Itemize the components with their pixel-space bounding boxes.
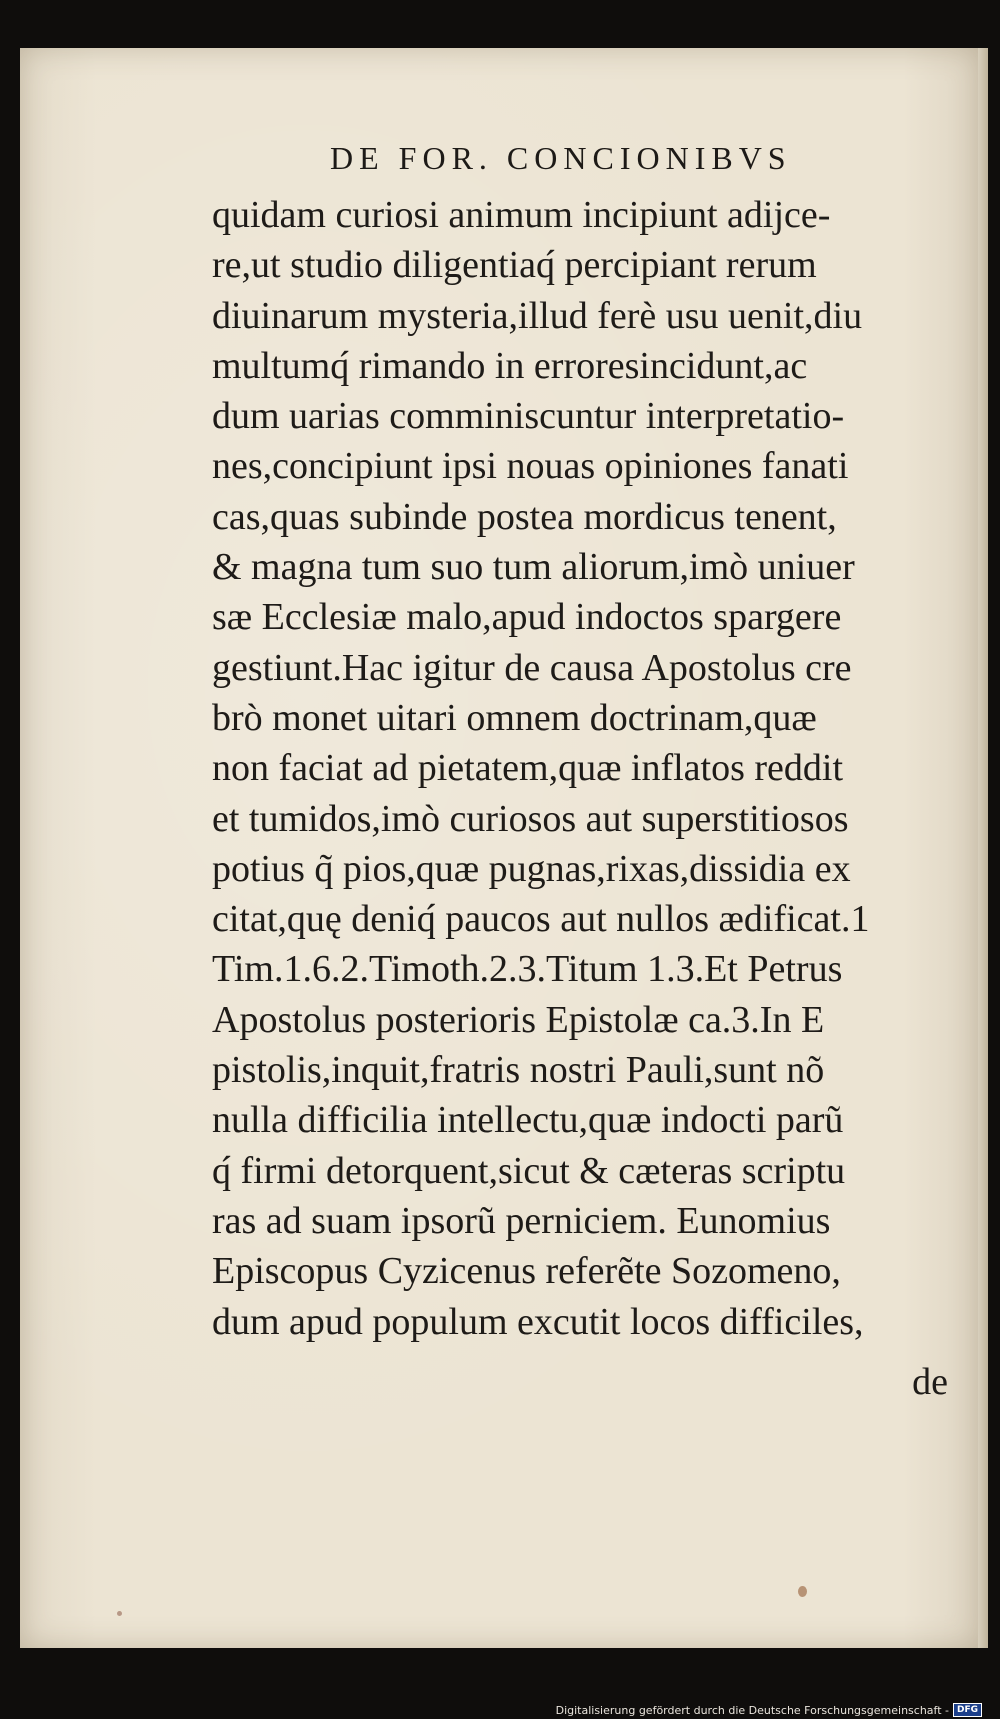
dfg-logo: DFG [953, 1703, 982, 1717]
text-line: Episcopus Cyzicenus referẽte Sozomeno, [212, 1250, 841, 1293]
text-line: diuinarum mysteria,illud ferè usu uenit,diu [212, 294, 863, 337]
body-text [212, 190, 982, 1347]
text-line: nulla difficilia intellectu,quæ indocti parũ [212, 1099, 844, 1142]
text-line: re,ut studio diligentiaq́ percipiant rerum [212, 244, 817, 287]
text-line: non faciat ad pietatem,quæ inflatos reddit [212, 747, 844, 790]
text-line: sæ Ecclesiæ malo,apud indoctos spargere [212, 596, 842, 639]
footer [556, 1703, 982, 1717]
footer-credit: Digitalisierung gefördert durch die Deutsche Forschungsgemeinschaft - [555, 1703, 949, 1717]
running-head: DE FOR. CONCIONIBVS [330, 140, 792, 176]
text-line: brò monet uitari omnem doctrinam,quæ [212, 696, 817, 739]
text-line: Apostolus posterioris Epistolæ ca.3.In E [212, 998, 825, 1041]
text-line: et tumidos,imò curiosos aut superstitiosos [212, 797, 849, 840]
text-line: ras ad suam ipsorũ perniciem. Eunomius [212, 1199, 831, 1242]
text-line: citat,quę deniq́ paucos aut nullos ædificat.1 [212, 898, 870, 941]
text-line: potius q̃ pios,quæ pugnas,rixas,dissidia ex [212, 847, 851, 890]
text-line: dum uarias comminiscuntur interpretatio- [212, 395, 845, 438]
text-line: gestiunt.Hac igitur de causa Apostolus cre [212, 646, 852, 689]
text-line: cas,quas subinde postea mordicus tenent, [212, 495, 837, 538]
text-line: q́ firmi detorquent,sicut & cæteras scriptu [212, 1149, 846, 1192]
ink-stain [798, 1586, 807, 1597]
text-line: nes,concipiunt ipsi nouas opiniones fanati [212, 445, 849, 488]
text-line: quidam curiosi animum incipiunt adijce- [212, 194, 831, 236]
text-line: pistolis,inquit,fratris nostri Pauli,sunt nõ [212, 1049, 825, 1092]
catchword: de [912, 1361, 948, 1403]
text-line: multumq́ rimando in erroresincidunt,ac [212, 344, 808, 387]
text-line: & magna tum suo tum aliorum,imò uniuer [212, 546, 855, 589]
ink-stain [117, 1611, 122, 1616]
text-line: dum apud populum excutit locos difficiles, [212, 1300, 864, 1343]
text-line: Tim.1.6.2.Timoth.2.3.Titum 1.3.Et Petrus [212, 948, 843, 991]
